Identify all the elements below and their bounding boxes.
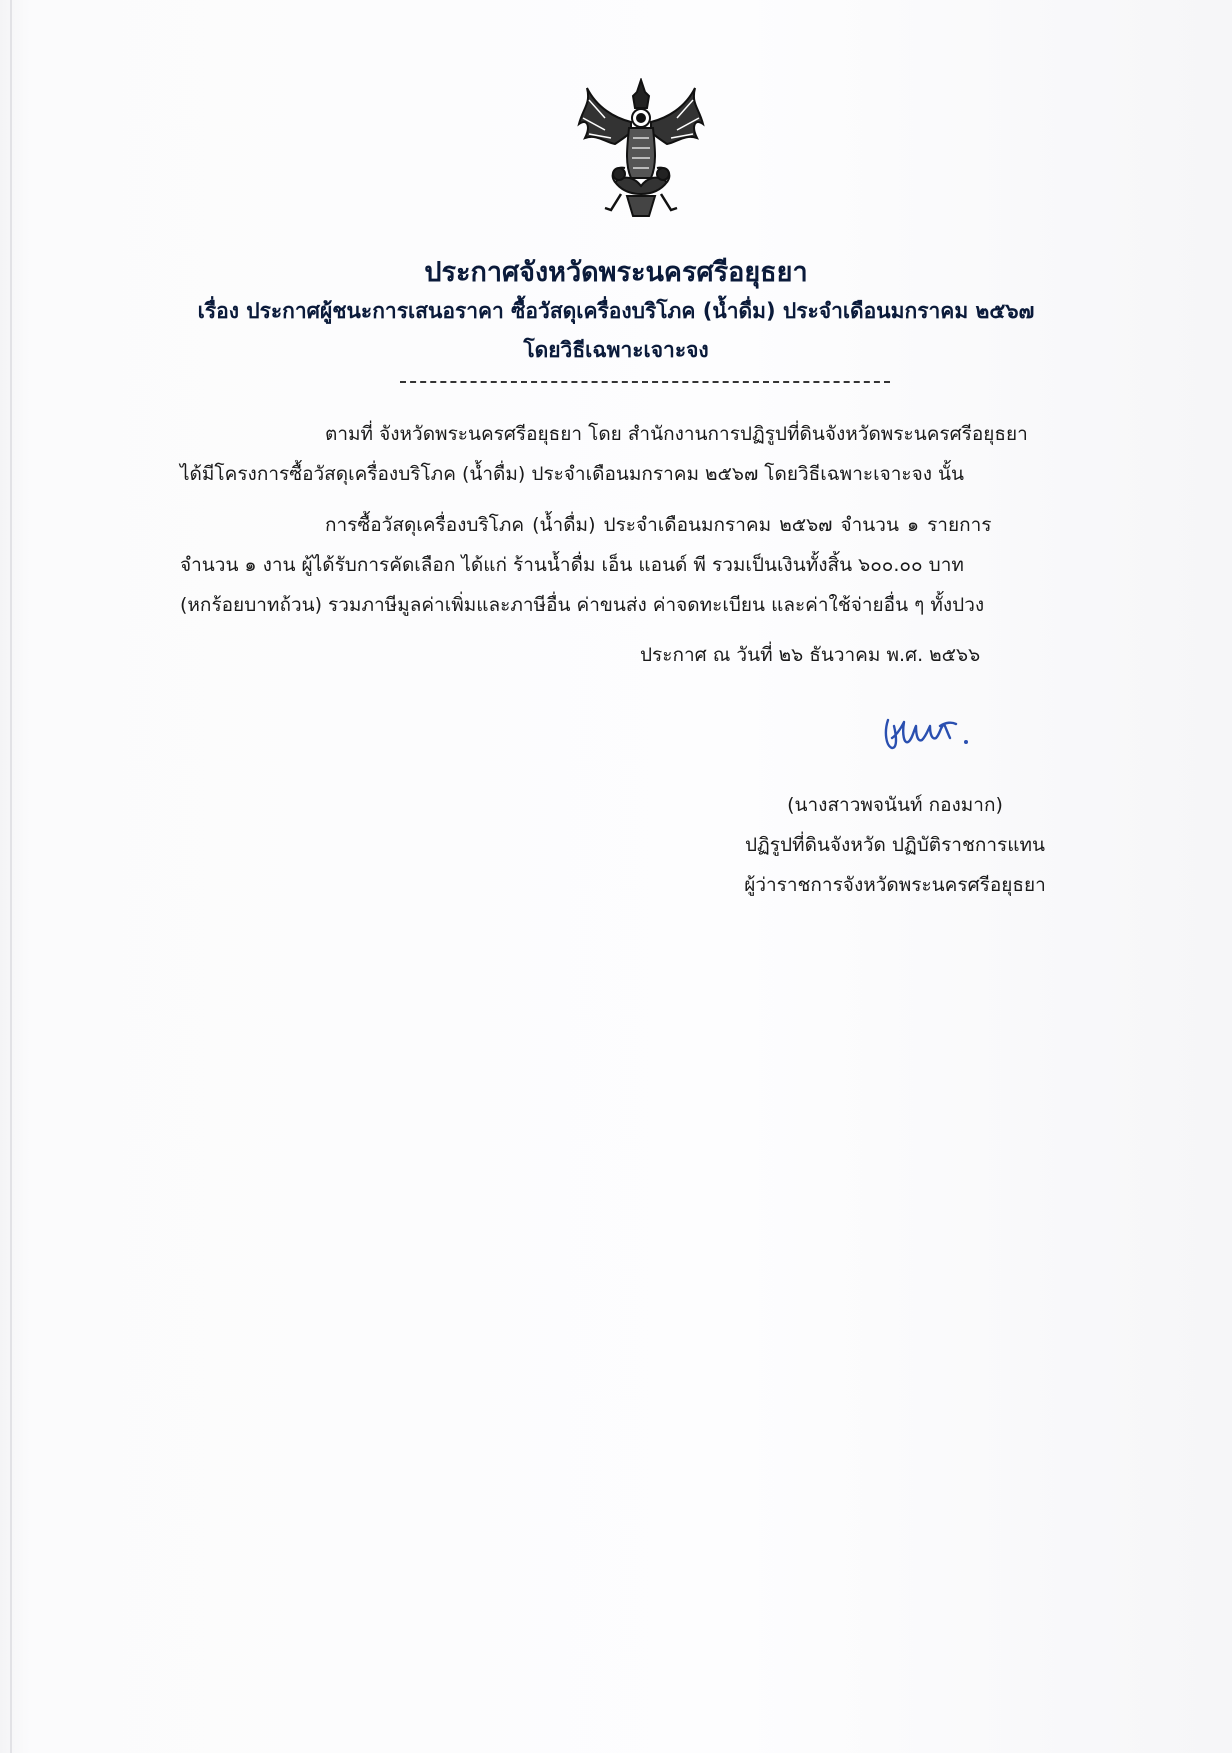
signer-name: (นางสาวพจนันท์ กองมาก) [787,794,1003,816]
signer-position-1: ปฏิรูปที่ดินจังหวัด ปฏิบัติราชการแทน [744,834,1046,856]
paragraph-1-line-2: ได้มีโครงการซื้อวัสดุเครื่องบริโภค (น้ำดื่ม) ประจำเดือนมกราคม ๒๕๖๗ โดยวิธีเฉพาะเจาะจง นั้น [180,463,965,485]
paragraph-1-line-1: ตามที่ จังหวัดพระนครศรีอยุธยา โดย สำนักงานการปฏิรูปที่ดินจังหวัดพระนครศรีอยุธยา [325,423,1028,445]
signer-position-2: ผู้ว่าราชการจังหวัดพระนครศรีอยุธยา [744,874,1046,896]
paragraph-2-line-2: จำนวน ๑ งาน ผู้ได้รับการคัดเลือก ได้แก่ ร้านน้ำดื่ม เอ็น แอนด์ พี รวมเป็นเงินทั้งสิ้น ๖๐๐.๐๐ บาท [180,554,964,576]
announcement-date: ประกาศ ณ วันที่ ๒๖ ธันวาคม พ.ศ. ๒๕๖๖ [640,644,981,666]
procurement-method: โดยวิธีเฉพาะเจาะจง [523,338,709,362]
handwritten-signature [880,712,980,756]
paragraph-2-line-3: (หกร้อยบาทถ้วน) รวมภาษีมูลค่าเพิ่มและภาษีอื่น ค่าขนส่ง ค่าจดทะเบียน และค่าใช้จ่ายอื่น ๆ ทั้งปวง [180,594,985,616]
paragraph-2-line-1: การซื้อวัสดุเครื่องบริโภค (น้ำดื่ม) ประจำเดือนมกราคม ๒๕๖๗ จำนวน ๑ รายการ [325,514,992,536]
garuda-emblem-icon [575,78,707,220]
subject-line: เรื่อง ประกาศผู้ชนะการเสนอราคา ซื้อวัสดุเครื่องบริโภค (น้ำดื่ม) ประจำเดือนมกราคม ๒๕๖๗ [197,299,1035,323]
page-title: ประกาศจังหวัดพระนครศรีอยุธยา [424,257,808,288]
divider [400,381,890,383]
